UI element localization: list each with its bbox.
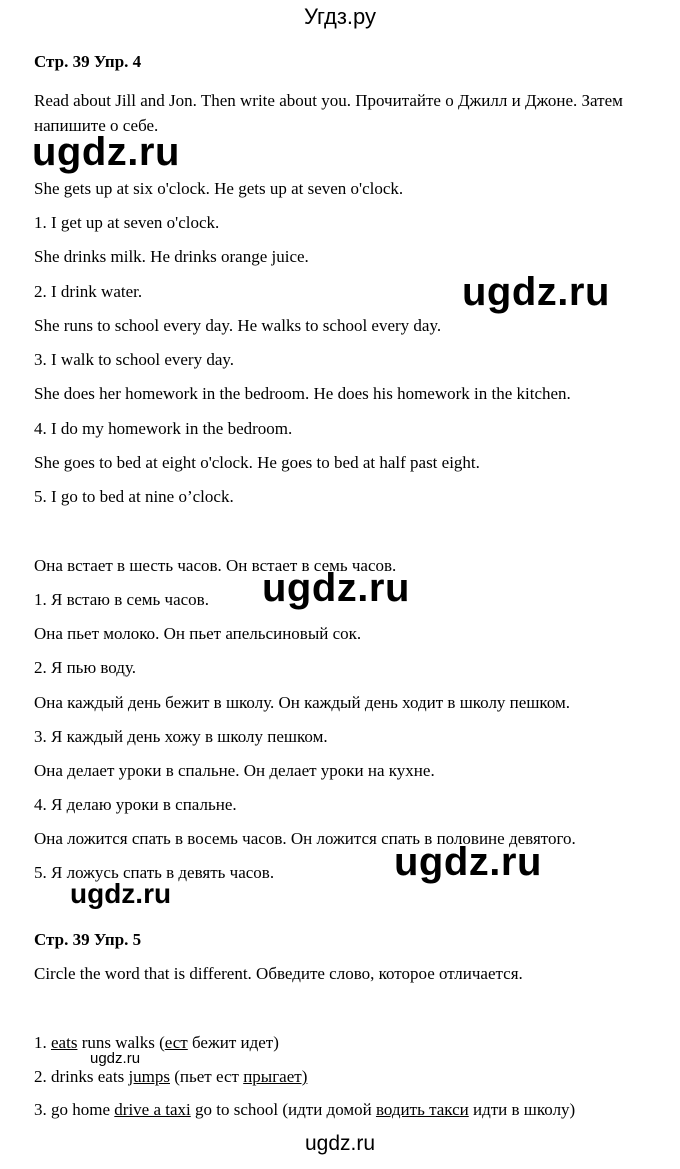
answer-item-3 xyxy=(34,1099,575,1121)
english-line: 1. I get up at seven o'clock. xyxy=(34,213,220,232)
russian-line: Она встает в шесть часов. Он встает в семь часов. xyxy=(34,556,397,575)
english-line: 2. I drink water. xyxy=(34,282,143,301)
circled-word-translation: прыгает) xyxy=(243,1067,308,1086)
russian-line: 3. Я каждый день хожу в школу пешком. xyxy=(34,727,328,746)
item-text: go to school (идти домой xyxy=(190,1100,376,1119)
circled-word: jumps xyxy=(128,1067,170,1086)
watermark: ugdz.ru xyxy=(32,130,180,174)
english-line: She goes to bed at eight o'clock. He goes to bed at half past eight. xyxy=(34,453,480,472)
item-text: идти в школу) xyxy=(468,1100,576,1119)
english-line: She runs to school every day. He walks to school every day. xyxy=(34,316,442,335)
exercise-5-heading: Стр. 39 Упр. 5 xyxy=(34,930,142,949)
russian-line: 4. Я делаю уроки в спальне. xyxy=(34,795,237,814)
item-text: runs walks ( xyxy=(77,1033,165,1052)
english-line: She gets up at six o'clock. He gets up at seven o'clock. xyxy=(34,179,404,198)
exercise-4-heading: Стр. 39 Упр. 4 xyxy=(34,52,142,71)
russian-line: Она каждый день бежит в школу. Он каждый день ходит в школу пешком. xyxy=(34,693,570,712)
site-footer: ugdz.ru xyxy=(304,1132,376,1155)
russian-line: Она делает уроки в спальне. Он делает уроки на кухне. xyxy=(34,761,435,780)
english-line: 3. I walk to school every day. xyxy=(34,350,235,369)
watermark: ugdz.ru xyxy=(90,1050,141,1067)
item-text: 2. drinks eats xyxy=(34,1067,129,1086)
exercise-5-instruction: Circle the word that is different. Обведите слово, которое отличается. xyxy=(34,964,523,983)
circled-word: drive a taxi xyxy=(114,1100,191,1119)
russian-line: 1. Я встаю в семь часов. xyxy=(34,590,209,609)
russian-line: 5. Я ложусь спать в девять часов. xyxy=(34,863,275,882)
site-header: Угдз.ру xyxy=(303,4,377,29)
english-line: 4. I do my homework in the bedroom. xyxy=(34,419,293,438)
english-line: She drinks milk. He drinks orange juice. xyxy=(34,247,309,266)
english-line: She does her homework in the bedroom. He does his homework in the kitchen. xyxy=(34,384,571,403)
watermark: ugdz.ru xyxy=(394,840,542,884)
watermark: ugdz.ru xyxy=(462,270,610,314)
item-text: (пьет ест xyxy=(170,1067,244,1086)
watermark: ugdz.ru xyxy=(262,566,410,610)
circled-word-translation: ест xyxy=(164,1033,188,1052)
english-line: 5. I go to bed at nine o’clock. xyxy=(34,487,234,506)
russian-line: 2. Я пью воду. xyxy=(34,658,137,677)
answer-item-1 xyxy=(34,1032,279,1054)
watermark: ugdz.ru xyxy=(70,878,172,909)
circled-word: eats xyxy=(51,1033,78,1052)
item-number: 1. xyxy=(34,1033,51,1052)
circled-word-translation: водить такси xyxy=(375,1100,469,1119)
exercise-4-instruction: Read about Jill and Jon. Then write about you. Прочитайте о Джилл и Джоне. Затем напишите о себе. xyxy=(34,91,623,135)
item-text: бежит идет) xyxy=(187,1033,279,1052)
answer-item-2 xyxy=(34,1066,307,1088)
russian-line: Она пьет молоко. Он пьет апельсиновый сок. xyxy=(34,624,362,643)
russian-line: Она ложится спать в восемь часов. Он ложится спать в половине девятого. xyxy=(34,829,576,848)
item-text: 3. go home xyxy=(34,1100,115,1119)
